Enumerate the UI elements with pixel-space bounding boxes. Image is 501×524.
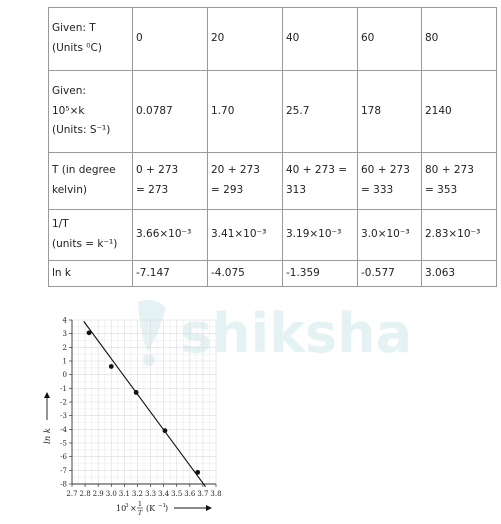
table-cell	[208, 261, 283, 287]
data-point	[195, 470, 200, 475]
x-label-unit-exp: −1	[158, 503, 167, 509]
table-cell	[422, 71, 497, 153]
table-cell	[133, 153, 208, 210]
cell-text: = 333	[361, 184, 394, 196]
row-header	[49, 261, 133, 287]
cell-text: 40 + 273 =	[286, 164, 348, 177]
table-cell	[208, 8, 283, 71]
data-table	[48, 7, 497, 287]
y-axis-label-text: ln k	[43, 427, 53, 444]
table-cell	[133, 261, 208, 287]
cell-text: 80	[425, 32, 439, 45]
cell-text: 20	[211, 32, 225, 45]
cell-text: 3.063	[425, 266, 456, 279]
regression-line	[84, 321, 206, 486]
table-row	[49, 210, 497, 261]
cell-text: 25.7	[286, 104, 310, 117]
x-tick-label: 3.8	[210, 490, 222, 498]
table-cell	[133, 210, 208, 261]
cell-text: 0.0787	[136, 104, 173, 117]
x-tick-label: 3.0	[105, 490, 117, 498]
lnk-vs-inverse-t-chart	[40, 308, 240, 522]
cell-text: 3.19×10⁻³	[286, 228, 342, 241]
data-point	[134, 390, 139, 395]
row-header-text: Given: T	[52, 22, 96, 35]
cell-text: 313	[286, 184, 307, 196]
table-cell	[358, 71, 422, 153]
x-tick-label: 2.8	[79, 490, 91, 498]
cell-text: 178	[361, 104, 382, 117]
y-tick-labels	[60, 317, 72, 489]
table-cell	[422, 210, 497, 261]
x-axis-label	[116, 500, 212, 517]
table-cell	[283, 71, 358, 153]
table-cell	[208, 71, 283, 153]
table-cell	[133, 8, 208, 71]
row-header	[49, 153, 133, 210]
table-cell	[208, 210, 283, 261]
y-tick-label: -4	[60, 425, 67, 434]
cell-text: 3.0×10⁻³	[361, 228, 410, 241]
table-cell	[358, 261, 422, 287]
x-label-unit: (K	[146, 504, 156, 513]
cell-text: = 273	[136, 184, 169, 196]
y-tick-label: 3	[62, 330, 67, 339]
row-header	[49, 210, 133, 261]
x-label-unit-close: )	[165, 504, 169, 513]
table-cell	[283, 210, 358, 261]
table-cell	[283, 261, 358, 287]
y-axis-label	[43, 392, 53, 444]
x-tick-label: 3.3	[144, 490, 157, 498]
watermark-text: shiksha	[180, 302, 413, 365]
y-tick-label: 0	[62, 371, 67, 380]
row-header-text: kelvin)	[52, 184, 87, 196]
row-header-text: (Units ⁰C)	[52, 42, 102, 54]
chart-grid	[72, 320, 216, 484]
x-tick-labels	[66, 484, 221, 498]
table-cell	[358, 8, 422, 71]
x-label-prefix: 10	[116, 504, 127, 513]
x-tick-label: 3.1	[118, 490, 130, 498]
table-cell	[358, 153, 422, 210]
table-cell	[133, 71, 208, 153]
row-header-text: ln k	[52, 266, 71, 279]
y-tick-label: -8	[60, 480, 67, 489]
x-label-times: ×	[130, 504, 137, 513]
cell-text: -7.147	[136, 266, 170, 279]
cell-text: 3.41×10⁻³	[211, 228, 267, 241]
table-row	[49, 261, 497, 287]
row-header-text: (units = k⁻¹)	[52, 238, 118, 250]
cell-text: 0 + 273	[136, 164, 179, 177]
row-header	[49, 71, 133, 153]
table-cell	[283, 153, 358, 210]
y-tick-label: -3	[60, 412, 67, 421]
x-tick-label: 3.4	[158, 490, 170, 498]
x-tick-label: 3.5	[171, 490, 183, 498]
data-point	[109, 364, 114, 369]
cell-text: 0	[136, 32, 143, 45]
table-row	[49, 71, 497, 153]
fit-line	[84, 321, 206, 486]
table-cell	[208, 153, 283, 210]
y-tick-label: -6	[60, 453, 67, 462]
y-tick-label: 2	[62, 343, 67, 352]
table-row	[49, 8, 497, 71]
y-axis-arrowhead	[44, 392, 50, 398]
cell-text: -0.577	[361, 266, 395, 279]
y-tick-label: -7	[60, 466, 67, 475]
x-tick-label: 3.6	[184, 490, 196, 498]
data-point	[87, 330, 92, 335]
cell-text: 1.70	[211, 104, 235, 117]
cell-text: -1.359	[286, 266, 320, 279]
x-tick-label: 3.7	[197, 490, 209, 498]
cell-text: 2140	[425, 104, 452, 117]
cell-text: 20 + 273	[211, 164, 260, 177]
row-header-text: 10⁵×k	[52, 104, 85, 117]
cell-text: 2.83×10⁻³	[425, 228, 481, 241]
x-tick-label: 2.7	[66, 490, 78, 498]
x-label-frac-num: 1	[137, 500, 143, 508]
table-cell	[422, 261, 497, 287]
y-tick-label: -5	[60, 439, 67, 448]
x-tick-label: 2.9	[92, 490, 104, 498]
y-tick-label: -1	[60, 384, 67, 393]
cell-text: 80 + 273	[425, 164, 474, 177]
y-tick-label: 1	[62, 357, 67, 366]
cell-text: = 353	[425, 184, 458, 196]
cell-text: = 293	[211, 184, 244, 196]
table-cell	[422, 153, 497, 210]
row-header-text: 1/T	[52, 218, 69, 231]
row-header-text: Given:	[52, 84, 86, 97]
x-label-exp: 3	[125, 503, 129, 509]
table-row	[49, 153, 497, 210]
table-cell	[422, 8, 497, 71]
row-header-text: T (in degree	[52, 164, 116, 177]
cell-text: 60 + 273	[361, 164, 410, 177]
y-tick-label: -2	[60, 398, 67, 407]
data-point	[163, 428, 168, 433]
y-tick-label: 4	[62, 316, 67, 325]
x-label-frac-den: T	[137, 509, 143, 517]
cell-text: 3.66×10⁻³	[136, 228, 192, 241]
table-cell	[358, 210, 422, 261]
row-header-text: (Units: S⁻¹)	[52, 124, 111, 137]
cell-text: 40	[286, 32, 300, 45]
row-header	[49, 8, 133, 71]
table-cell	[283, 8, 358, 71]
cell-text: -4.075	[211, 266, 245, 279]
x-tick-label: 3.2	[131, 490, 144, 498]
cell-text: 60	[361, 32, 375, 45]
x-axis-arrowhead	[206, 505, 212, 511]
